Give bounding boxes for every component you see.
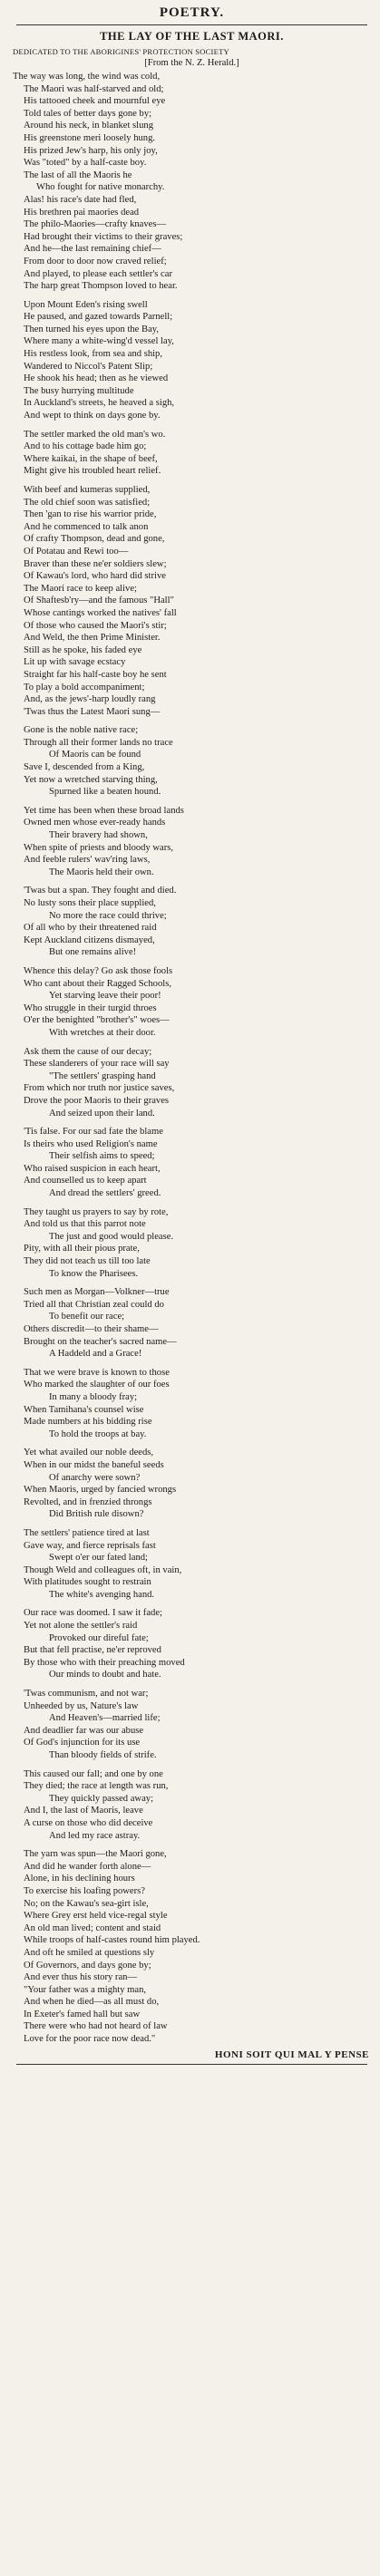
poem-line: In Exeter's famed hall but saw — [24, 2009, 141, 2019]
top-rule — [16, 24, 367, 25]
poem-line: And deadlier far was our abuse — [24, 1725, 144, 1736]
poem-line: Owned men whose ever-ready hands — [24, 818, 166, 828]
poem-line: To hold the troops at bay. — [49, 1428, 147, 1439]
poem-line: "Your father was a mighty man, — [24, 1984, 147, 1995]
poem-line: No; on the Kawau's sea-girt isle, — [24, 1898, 149, 1909]
stanza-gap — [13, 799, 371, 805]
poem-line: And seized upon their land. — [49, 1108, 155, 1119]
poem-line: In Auckland's streets, he heaved a sigh, — [24, 398, 175, 409]
stanza-gap — [13, 878, 371, 885]
poem-line: And he commenced to talk anon — [24, 521, 149, 532]
poem-line: Unheeded by us, Nature's law — [24, 1700, 139, 1711]
section-title: POETRY. — [159, 5, 225, 20]
stanza-gap — [13, 1200, 371, 1206]
poem-line: Who fought for native monarchy. — [36, 182, 165, 193]
poem-line: These slanderers of your race will say — [24, 1059, 170, 1070]
poem-line: But that fell practise, ne'er reproved — [24, 1645, 161, 1656]
poem-line: They died; the race at length was run, — [24, 1781, 169, 1792]
poem-line: Of Governors, and days gone by; — [24, 1960, 151, 1971]
poem-line: To play a bold accompaniment; — [24, 682, 145, 692]
poem-line: And played, to please each settler's car — [24, 268, 172, 279]
stanza-gap — [13, 1280, 371, 1286]
poem-line: Of God's injunction for its use — [24, 1738, 141, 1748]
poem-line: When Maoris, urged by fancied wrongs — [24, 1485, 177, 1496]
poem-line: No lusty sons their place supplied, — [24, 898, 156, 908]
poem-line: And wept to think on days gone by. — [24, 411, 161, 421]
poem-line: His restless look, from sea and ship, — [24, 349, 162, 360]
poem-line: The Maoris held their own. — [49, 867, 154, 877]
poem-line: Tried all that Christian zeal could do — [24, 1299, 164, 1310]
poem-line: And when he died—as all must do, — [24, 1997, 160, 2008]
poem-line: The yarn was spun—the Maori gone, — [24, 1849, 167, 1860]
poem-line: Gave way, and fierce reprisals fast — [24, 1540, 156, 1551]
poem-line: And feeble rulers' wav'ring laws, — [24, 855, 151, 866]
poem-line: Still as he spoke, his faded eye — [24, 644, 142, 655]
poem-line: "The settlers' grasping hand — [49, 1070, 156, 1081]
poem-line: While troops of half-castes round him played. — [24, 1935, 200, 1946]
poem-line: And did he wander forth alone— — [24, 1861, 151, 1872]
poem-line: His tattooed cheek and mournful eye — [24, 96, 166, 107]
poem-line: And, as the jews'-harp loudly rang — [24, 694, 156, 705]
stanza-gap — [13, 1601, 371, 1607]
poem-line: Yet not alone the settler's raid — [24, 1621, 138, 1632]
poem-line: Was "toted" by a half-caste boy. — [24, 158, 147, 169]
poem-line: The settler marked the old man's wo. — [24, 429, 166, 440]
poem-line: To exercise his loafing powers? — [24, 1885, 145, 1896]
dedication: DEDICATED TO THE ABORIGINES' PROTECTION SOCIETY — [13, 47, 229, 56]
stanza-gap — [13, 1681, 371, 1688]
poem-line: And to his cottage bade him go; — [24, 441, 147, 452]
poem-line: An old man lived; content and staid — [24, 1922, 161, 1933]
poem-line: They did not teach us till too late — [24, 1256, 151, 1267]
poem-line: A curse on those who did deceive — [24, 1817, 153, 1828]
poem-line: In many a bloody fray; — [49, 1391, 138, 1402]
stanza-gap — [13, 1040, 371, 1046]
poem-line: The way was long, the wind was cold, — [13, 72, 161, 82]
poem-line: Yet starving leave their poor! — [49, 991, 161, 1002]
poem-line: The philo-Maories—crafty knaves— — [24, 219, 167, 230]
motto: HONI SOIT QUI MAL Y PENSE — [214, 2048, 369, 2060]
poem-line: Alone, in his declining hours — [24, 1874, 135, 1884]
poem-line: And told us that this parrot note — [24, 1219, 146, 1230]
poem-line: Our minds to doubt and hate. — [49, 1670, 161, 1680]
poem-line: Had brought their victims to their graves; — [24, 231, 183, 242]
poem-line: With beef and kumeras supplied, — [24, 485, 151, 495]
poem-line: Of those who caused the Maori's stir; — [24, 620, 167, 631]
poem-line: Gone is the noble native race; — [24, 725, 139, 736]
bottom-rule — [16, 2064, 367, 2065]
poem-line: From which nor truth nor justice saves, — [24, 1083, 175, 1094]
poem-line: Of Kawau's lord, who hard did strive — [24, 571, 166, 582]
stanza-gap — [13, 1361, 371, 1367]
poem-line: By those who with their preaching moved — [24, 1657, 185, 1668]
poem-line: Ask them the cause of our decay; — [24, 1046, 152, 1057]
poem-line: Drove the poor Maoris to their graves — [24, 1095, 170, 1106]
stanza-gap — [13, 422, 371, 429]
poem-line: 'Twas communism, and not war; — [24, 1689, 149, 1700]
poem-line: And he—the last remaining chief— — [24, 244, 161, 255]
poem-line: No more the race could thrive; — [49, 910, 167, 921]
poem-line: And counselled us to keep apart — [24, 1176, 147, 1186]
stanza-gap — [13, 959, 371, 965]
poem-line: Where many a white-wing'd vessel lay, — [24, 336, 174, 347]
poem-line: The just and good would please. — [49, 1231, 174, 1242]
poem-line: Save I, descended from a King, — [24, 762, 145, 773]
poem-line: The harp great Thompson loved to hear. — [24, 281, 178, 292]
poem-line: When in our midst the baneful seeds — [24, 1459, 164, 1470]
poem-line: From door to door now craved relief; — [24, 256, 167, 266]
poem-line: That we were brave is known to those — [24, 1367, 170, 1378]
poem-line: With wretches at their door. — [49, 1027, 156, 1038]
poem-line: Of Shaftesb'ry—and the famous "Hall" — [24, 596, 174, 606]
poem-line: 'Twas but a span. They fought and died. — [24, 886, 177, 896]
poem-line: Then 'gan to rise his warrior pride, — [24, 509, 157, 520]
poem-line: Told tales of better days gone by; — [24, 108, 152, 119]
poem-line: Upon Mount Eden's rising swell — [24, 299, 148, 310]
poem-line: Of crafty Thompson, dead and gone, — [24, 534, 165, 545]
poem-line: His greenstone meri loosely hung. — [24, 132, 156, 143]
poem-line: Provoked our direful fate; — [49, 1632, 149, 1643]
poem-line: But one remains alive! — [49, 947, 137, 958]
poem-line: With platitudes sought to restrain — [24, 1577, 151, 1588]
source-credit: [From the N. Z. Herald.] — [144, 58, 239, 68]
poem-line: And led my race astray. — [49, 1830, 141, 1841]
stanza-gap — [13, 1119, 371, 1126]
poem-line: Spurned like a beaten hound. — [49, 787, 161, 798]
poem-line: Of anarchy were sown? — [49, 1472, 141, 1483]
poem-line: There were who had not heard of law — [24, 2021, 168, 2032]
poem-line: Who cant about their Ragged Schools, — [24, 978, 171, 989]
poem-line: When spite of priests and bloody wars, — [24, 842, 174, 853]
poem-line: Their bravery had shown, — [49, 830, 148, 841]
poem-line: Of all who by their threatened raid — [24, 923, 157, 934]
stanza-gap — [13, 1440, 371, 1447]
poem-line: The busy hurrying multitude — [24, 385, 134, 396]
poem-line: The settlers' patience tired at last — [24, 1527, 150, 1538]
poem-line: Yet time has been when these broad lands — [24, 805, 184, 816]
poem-line: Through all their former lands no trace — [24, 737, 173, 748]
poem-line: His prized Jew's harp, his only joy, — [24, 145, 158, 156]
stanza-gap — [13, 1521, 371, 1527]
poem-line: Lit up with savage ecstacy — [24, 657, 126, 668]
poem-line: Might give his troubled heart relief. — [24, 466, 161, 477]
poem-line: Did British rule disown? — [49, 1509, 144, 1520]
poem-line: Of Maoris can be found — [49, 750, 141, 760]
poem-line: And dread the settlers' greed. — [49, 1188, 161, 1199]
poem-line: And oft he smiled at questions sly — [24, 1947, 155, 1958]
poem-body — [13, 71, 371, 2046]
poem-line: Around his neck, in blanket slung — [24, 121, 153, 131]
poem-line: The old chief soon was satisfied; — [24, 497, 151, 508]
poem-line: To benefit our race; — [49, 1312, 125, 1322]
poem-line: Wandered to Niccol's Patent Slip; — [24, 361, 153, 372]
poem-line: Then turned his eyes upon the Bay, — [24, 324, 160, 334]
poem-line: Than bloody fields of strife. — [49, 1750, 157, 1760]
poem-line: Who raised suspicion in each heart, — [24, 1163, 161, 1174]
poem-line: Is theirs who used Religion's name — [24, 1138, 158, 1149]
poem-line: The Maori race to keep alive; — [24, 583, 138, 594]
poem-line: Swept o'er our fated land; — [49, 1553, 148, 1564]
poem-line: Others discredit—to their shame— — [24, 1324, 159, 1334]
poem-line: He shook his head; then as he viewed — [24, 373, 169, 384]
poem-line: And Weld, the then Prime Minister. — [24, 633, 161, 644]
poem-line: The white's avenging hand. — [49, 1589, 155, 1600]
poem-line: Love for the poor race now dead." — [24, 2034, 156, 2045]
poem-line: O'er the benighted "brother's" woes— — [24, 1015, 170, 1026]
poem-line: Their selfish aims to speed; — [49, 1151, 155, 1162]
poem-line: Though Weld and colleagues oft, in vain, — [24, 1564, 182, 1575]
poem-line: Brought on the teacher's sacred name— — [24, 1336, 177, 1347]
poem-line: Yet what availed our noble deeds, — [24, 1448, 154, 1458]
poem-line: Whence this delay? Go ask those fools — [24, 965, 173, 976]
poem-line: 'Twas thus the Latest Maori sung— — [24, 706, 161, 717]
poem-line: They taught us prayers to say by rote, — [24, 1206, 169, 1217]
stanza-gap — [13, 1762, 371, 1768]
poem-line: Whose cantings worked the natives' fall — [24, 607, 177, 618]
poem-line: He paused, and gazed towards Parnell; — [24, 312, 173, 323]
poem-line: Kept Auckland citizens dismayed, — [24, 935, 155, 945]
poem-line: Revolted, and in frenzied throngs — [24, 1496, 152, 1507]
poem-line: This caused our fall; and one by one — [24, 1768, 163, 1779]
stanza-gap — [13, 478, 371, 484]
poem-line: Yet now a wretched starving thing, — [24, 774, 158, 785]
poem-line: And ever thus his story ran— — [24, 1972, 138, 1983]
stanza-gap — [13, 1842, 371, 1848]
poem-line: Where kaikai, in the shape of beef, — [24, 453, 158, 464]
poem-line: Where Grey erst held vice-regal style — [24, 1911, 168, 1922]
poem-line: And I, the last of Maoris, leave — [24, 1806, 143, 1816]
poem-line: And Heaven's—married life; — [49, 1713, 161, 1724]
poem-line: The Maori was half-starved and old; — [24, 83, 164, 94]
poem-line: The last of all the Maoris he — [24, 169, 132, 180]
poem-line: Of Potatau and Rewi too— — [24, 546, 129, 557]
poem-line: Our race was doomed. I saw it fade; — [24, 1608, 162, 1619]
poem-title: THE LAY OF THE LAST MAORI. — [100, 30, 284, 43]
poem-line: Straight far his half-caste boy he sent — [24, 669, 167, 680]
stanza-gap — [13, 293, 371, 299]
poem-line: Alas! his race's date had fled, — [24, 194, 137, 205]
poem-line: To know the Pharisees. — [49, 1268, 139, 1279]
poem-line: Pity, with all their pious prate, — [24, 1244, 140, 1254]
poem-line: Such men as Morgan—Volkner—true — [24, 1287, 170, 1298]
poem-line: Made numbers at his bidding rise — [24, 1417, 152, 1428]
poem-line: They quickly passed away; — [49, 1793, 154, 1804]
stanza-gap — [13, 718, 371, 724]
poem-line: Who struggle in their turgid throes — [24, 1002, 157, 1013]
poem-line: Braver than these ne'er soldiers slew; — [24, 558, 167, 569]
poem-line: When Tamihana's counsel wise — [24, 1404, 144, 1415]
poem-line: Who marked the slaughter of our foes — [24, 1380, 170, 1390]
poem-line: A Haddeld and a Grace! — [49, 1349, 142, 1360]
poem-line: 'Tis false. For our sad fate the blame — [24, 1127, 163, 1138]
poem-line: His brethren pai maories dead — [24, 207, 140, 218]
